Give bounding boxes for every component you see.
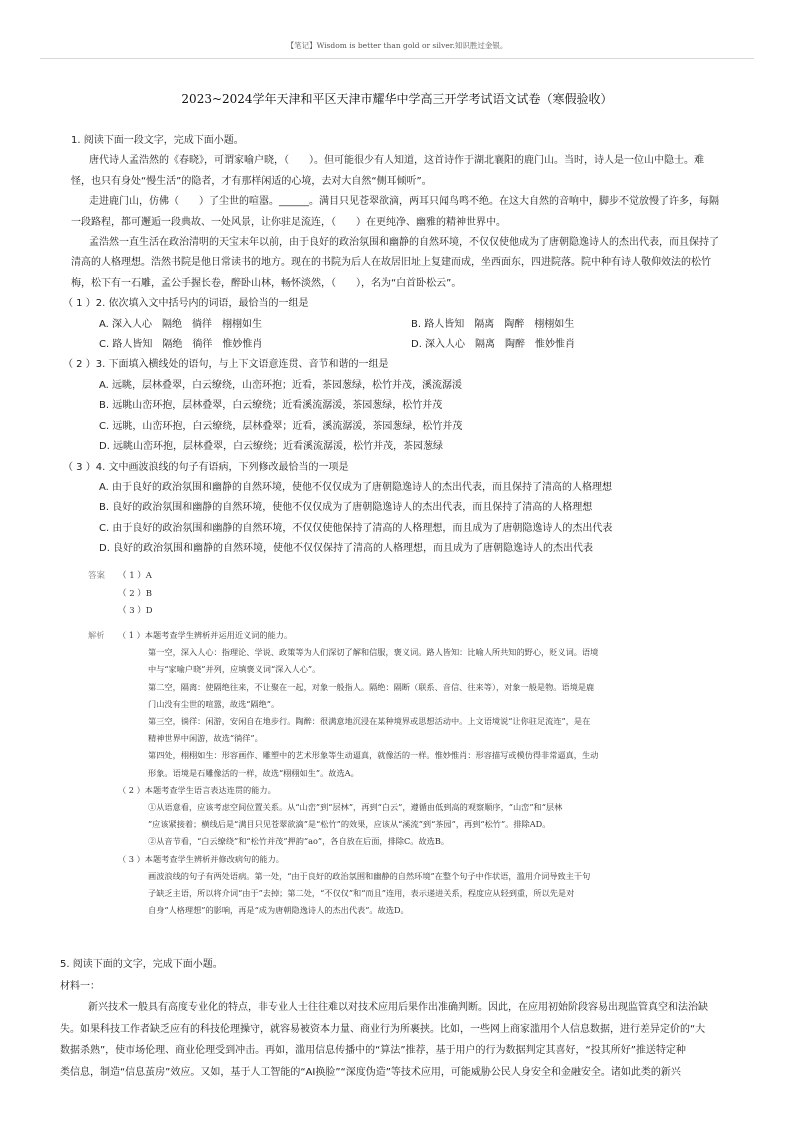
option-row [71, 335, 725, 355]
passage-line: 怪，也只有身处“慢生活”的隐者，才有那样闲适的心境，去对大自然“侧耳倾听”。 [71, 175, 432, 187]
passage-line: 失。如果科技工作者缺乏应有的科技伦理操守，就容易被资本力量、商业行为所裹挟。比如，一些网上商家滥用个人信息数据，进行差异定价的“大 [60, 1023, 706, 1035]
header-divider [40, 58, 754, 59]
option-c: C. 由于良好的政治氛围和幽静的自然环境，不仅仅使他保持了清高的人格理想，而且成为了唐朝隐逸诗人的杰出代表 [99, 522, 613, 534]
explanation-line: ”应该紧接着；横线后是“满目只见苍翠欲滴”是“松竹”的效果，应该从“溪流”到“茶园”，再到“松竹”。排除AD。 [148, 819, 551, 830]
option-a: A. 深入人心 隔绝 徜徉 栩栩如生 [99, 318, 263, 330]
page-title: 2023~2024学年天津和平区天津市耀华中学高三开学考试语文试卷（寒假验收） [181, 92, 613, 106]
explanation-line: 第四处，栩栩如生：形容画作、雕塑中的艺术形象等生动逼真，就像活的一样。惟妙惟肖：形容描写或模仿得非常逼真，生动 [148, 750, 599, 761]
answer-block [88, 568, 728, 621]
question-intro: 5. 阅读下面的文字，完成下面小题。 [60, 959, 223, 970]
explanation-line: 画波浪线的句子有两处语病。第一处，“由于良好的政治氛围和幽静的自然环境”在整个句子中作状语，滥用介词导致主干句 [148, 870, 591, 881]
answer-label: 答案 [88, 571, 106, 581]
answer-item: （ 2 ）B [118, 588, 153, 599]
explanation-line: 门山没有尘世的喧嚣，故选“隔绝”。 [148, 698, 280, 709]
question-5 [60, 954, 740, 1083]
option-row [71, 315, 725, 335]
passage-line: 数据杀熟”，使市场伦理、商业伦理受到冲击。再如，滥用信息传播中的“算法”推荐，基于用户的行为数据判定其喜好，“投其所好”推送特定种 [60, 1045, 686, 1056]
explanation-subheading [88, 627, 728, 644]
explanation-line: 中与“家喻户晓”并列，应填褒义词“深入人心”。 [148, 664, 321, 675]
subquestion-prompt: （ 2 ）3. 下面填入横线处的语句，与上下文语意连贯、音节和谐的一组是 [63, 359, 389, 371]
passage-line: 唐代诗人孟浩然的《春晓》，可谓家喻户晓，（ ）。但可能很少有人知道，这首诗作于湖北襄阳的鹿门山。当时，诗人是一位山中隐士。难 [89, 155, 704, 167]
passage-line: 新兴技术一般具有高度专业化的特点，非专业人士往往难以对技术应用后果作出准确判断。因此，在应用初始阶段容易出现监管真空和法治缺 [88, 1002, 708, 1013]
explanation-block [88, 627, 728, 919]
header-note: 【笔记】Wisdom is better than gold or silver.知识胜过金银。 [286, 41, 508, 50]
option-b: B. 良好的政治氛围和幽静的自然环境，使他不仅仅成为了唐朝隐逸诗人的杰出代表，而且保持了清高的人格理想 [99, 502, 593, 514]
passage-line: 走进鹿门山，仿佛（ ）了尘世的喧嚣。______。满目只见苍翠欲滴，两耳只闻鸟鸣不绝。在这大自然的音响中，脚步不觉放慢了许多，每隔 [89, 196, 719, 208]
explanation-lines [88, 627, 728, 919]
option-d: D. 良好的政治氛围和幽静的自然环境，使他不仅仅保持了清高的人格理想，而且成为了唐朝隐逸诗人的杰出代表 [99, 543, 594, 555]
passage-line: 清高的人格理想。浩然书院是他日常读书的地方。现在的书院为后人在故居旧址上复建而成，坐西面东，四进院落。院中种有诗人敬仰效法的松竹 [71, 257, 711, 269]
option-a: A. 由于良好的政治氛围和幽静的自然环境，使他不仅仅成为了唐朝隐逸诗人的杰出代表，而且保持了清高的人格理想 [99, 481, 613, 493]
passage-line: 类信息，制造“信息茧房”效应。又如，基于人工智能的“AI换脸”“深度伪造”等技术应用，可能威胁公民人身安全和金融安全。诸如此类的新兴 [60, 1066, 681, 1078]
passage-line: 梅，松下有一石雕，孟公手握长卷，醉卧山林，畅怀淡然，（ ），名为“白首卧松云”。 [71, 277, 462, 289]
option-d: D. 远眺山峦环抱，层林叠翠，白云缭绕；近看溪流潺湲，松竹并茂，茶园葱绿 [99, 441, 444, 453]
explanation-line: 子缺乏主语，所以将介词“由于”去掉；第二处，“不仅仅”和“而且”连用，表示递进关系，程度应从轻到重，所以先是对 [148, 888, 575, 899]
answer-item: （ 3 ）D [118, 606, 153, 616]
option-b: B. 远眺山峦环抱，层林叠翠，白云缭绕；近看溪流潺湲，茶园葱绿，松竹并茂 [99, 400, 443, 412]
explanation-line: ①从语意看，应该考虑空间位置关系。从“山峦”到“层林”，再到“白云”，遵循由低到高的观察顺序，“山峦”和“层林 [148, 802, 563, 813]
subquestion-prompt: （ 1 ）2. 依次填入文中括号内的词语，最恰当的一组是 [63, 298, 309, 310]
explanation-line: 第二空，隔离：使隔绝往来，不让聚在一起，对象一般指人。隔绝：隔断（联系、音信、往来等），对象一般是物。语境是鹿 [148, 681, 595, 692]
question-intro: 1. 阅读下面一段文字，完成下面小题。 [71, 135, 244, 146]
subquestion-prompt: （ 3 ）4. 文中画波浪线的句子有语病，下列修改最恰当的一项是 [63, 461, 349, 473]
explanation-line: 形象。语境是石雕像活的一样，故选“栩栩如生”。故选A。 [148, 767, 359, 778]
option-c: C. 远眺，山峦环抱，白云缭绕，层林叠翠；近看，溪流潺湲，茶园葱绿，松竹并茂 [99, 420, 463, 432]
explanation-line: ②从音节看，“白云缭绕”和“松竹并茂”押韵“ao”，各自放在后面，排除C。故选B。 [148, 836, 450, 847]
option-a: A. 远眺，层林叠翠，白云缭绕，山峦环抱；近看，茶园葱绿，松竹并茂，溪流潺湲 [99, 379, 463, 391]
explanation-line: 自身“人格理想”的影响，再是“成为唐朝隐逸诗人的杰出代表”。故选D。 [148, 905, 409, 916]
material-label: 材料一： [60, 980, 100, 992]
option-b: B. 路人皆知 隔离 陶醉 栩栩如生 [411, 318, 575, 330]
passage-line: 一段路程，都可邂逅一段典故、一处风景，让你驻足流连，（ ）在更纯净、幽雅的精神世界中。 [71, 216, 506, 228]
explanation-subheading: （ 3 ）本题考查学生辨析并修改病句的能力。 [118, 853, 284, 864]
explanation-line: 精神世界中闲游，故选“徜徉”。 [148, 733, 263, 744]
passage-line: 孟浩然一直生活在政治清明的天宝末年以前，由于良好的政治氛围和幽静的自然环境，不仅仅使他成为了唐朝隐逸诗人的杰出代表，而且保持了 [89, 237, 719, 249]
explanation-line: 第一空，深入人心：指理论、学说、政策等为人们深切了解和信服，褒义词。路人皆知：比喻人所共知的野心，贬义词。语境 [148, 647, 599, 658]
explanation-label: 解析 [88, 630, 105, 640]
explanation-subheading-text: （ 1 ）本题考查学生辨析并运用近义词的能力。 [118, 630, 293, 640]
option-d: D. 深入人心 隔离 陶醉 惟妙惟肖 [411, 339, 576, 351]
option-c: C. 路人皆知 隔绝 徜徉 惟妙惟肖 [99, 339, 263, 351]
question-1 [63, 131, 725, 560]
answer-item: （ 1 ）A [118, 571, 152, 581]
explanation-subheading: （ 2 ）本题考查学生语言表达连贯的能力。 [118, 784, 276, 795]
explanation-line: 第三空，徜徉：闲游，安闲自在地步行。陶醉：很满意地沉浸在某种境界或思想活动中。上文语境说“让你驻足流连”，是在 [148, 716, 591, 727]
